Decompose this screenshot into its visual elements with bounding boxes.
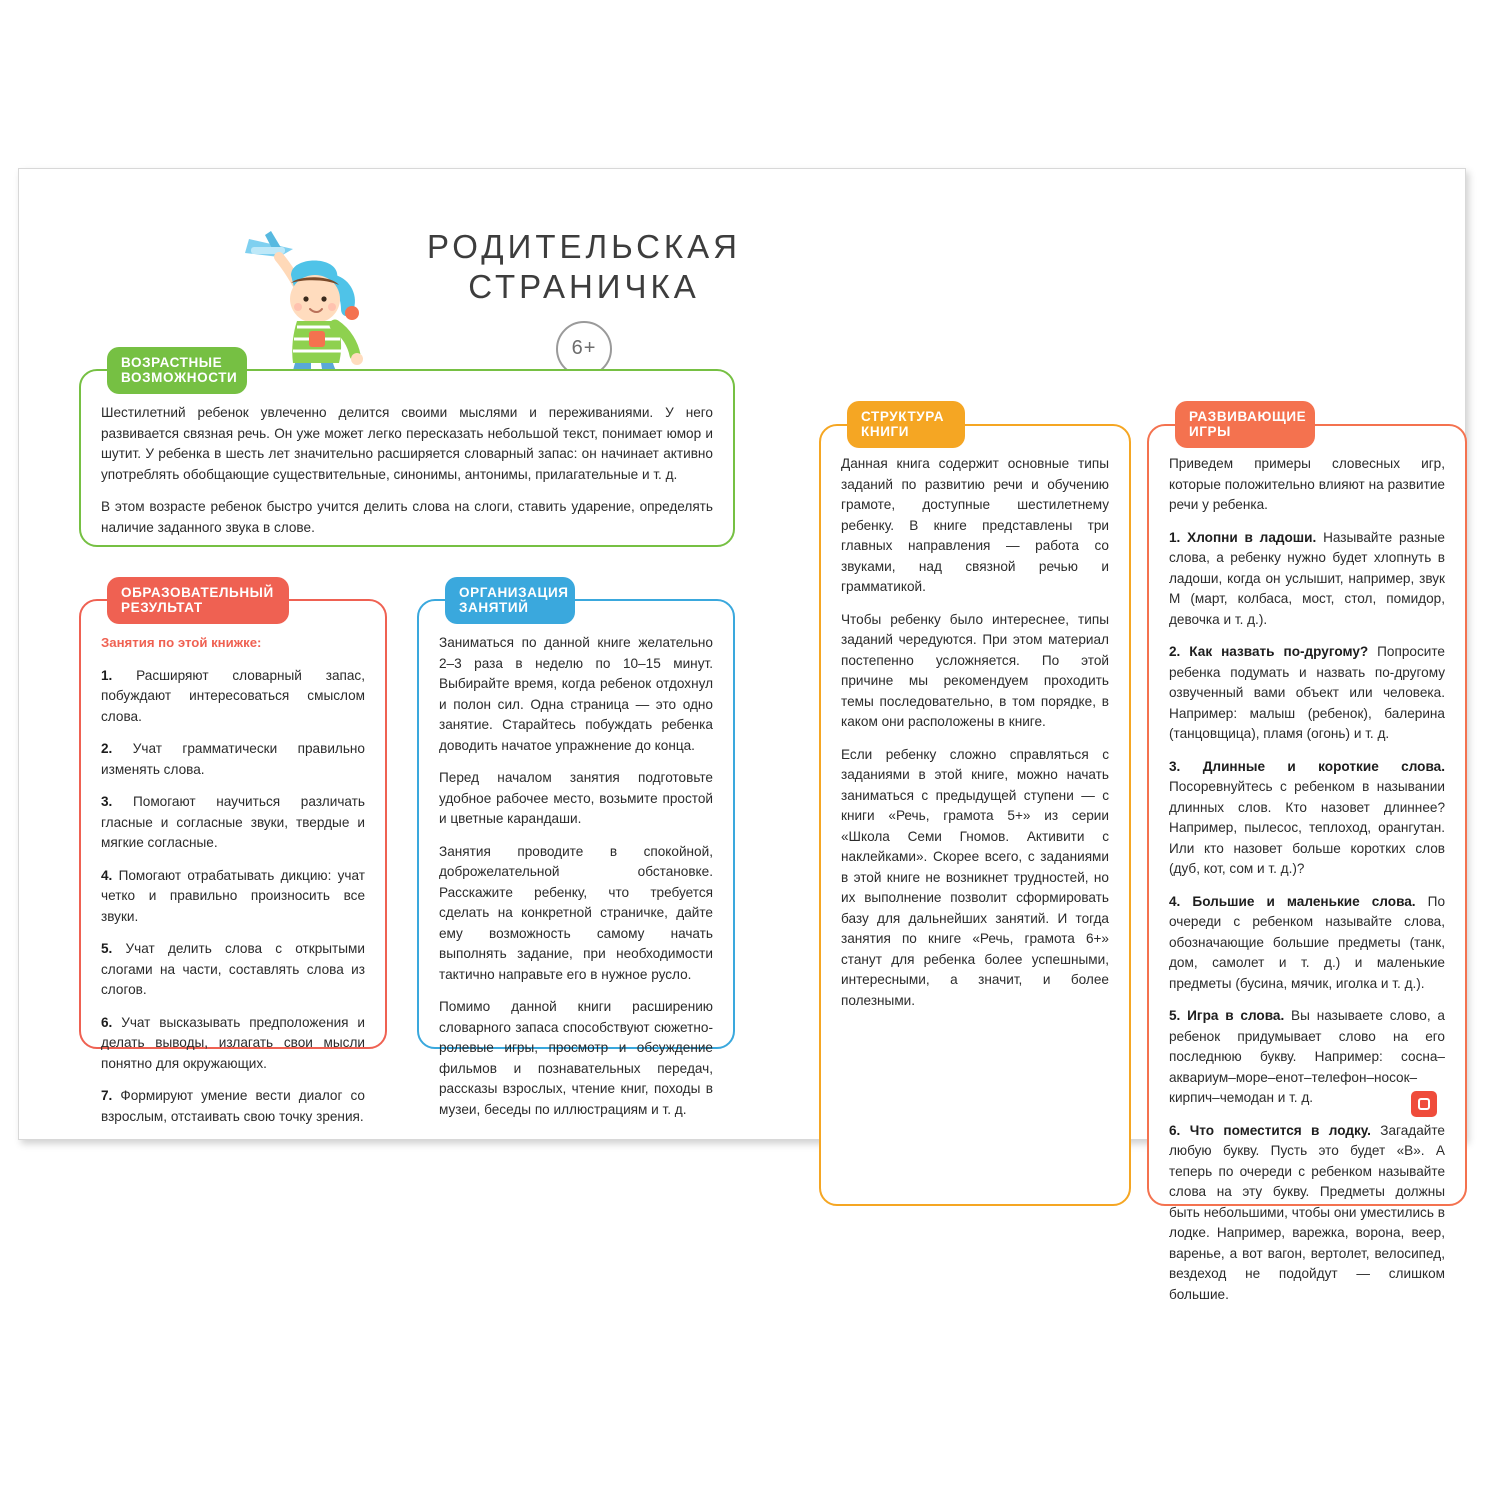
section-tab-age: ВОЗРАСТНЫЕ ВОЗМОЖНОСТИ	[107, 347, 247, 394]
section-education-body	[81, 601, 385, 1124]
section-card-games	[1147, 424, 1467, 1302]
list-item-number: 6.	[1169, 1122, 1181, 1138]
list-item-text: Расширяют словарный запас, побуждают интересоваться смыслом слова.	[101, 667, 365, 724]
list-item-text: Загадайте любую букву. Пусть это будет «В». А теперь по очереди с ребенком называйте слова на эту букву. Предметы должны быть небольшими, чтобы они уместились в лодке. Например, варежка, ворона, веер, варенье, а вот вагон, вертолет, велосипед, вездеход не подойдут — слишком большие.	[1169, 1122, 1445, 1302]
list-item-number: 1.	[101, 667, 113, 683]
list-item	[101, 1086, 365, 1127]
list-item-title: Что поместится в лодку.	[1180, 1122, 1371, 1138]
page-title-block	[389, 227, 779, 377]
list-item-number: 2.	[1169, 644, 1181, 659]
list-item-text: По очереди с ребенком называйте слова, обозначающие большие предметы (танк, дом, самолет и т. д.) и маленькие предметы (бусина, мячик, иголка и т. д.).	[1169, 893, 1446, 991]
paragraph: Перед началом занятия подготовьте удобное рабочее место, возьмите простой и цветные карандаши.	[439, 770, 713, 826]
toy-plane-icon	[245, 231, 293, 257]
list-item-title: Длинные и короткие слова.	[1180, 758, 1445, 774]
publisher-logo-icon	[1411, 1091, 1437, 1117]
section-education-subhead: Занятия по этой книжке:	[101, 635, 262, 650]
list-item-number: 3.	[101, 794, 113, 809]
list-item	[1169, 1006, 1445, 1109]
list-item-number: 3.	[1169, 758, 1181, 774]
age-badge: 6+	[556, 321, 612, 377]
section-age-body	[81, 371, 733, 545]
list-item-text: Помогают отрабатывать дикцию: учат четко и правильно произносить все звуки.	[101, 867, 365, 924]
list-item	[1169, 642, 1445, 745]
list-item-text: Посоревнуйтесь с ребенком в назывании длинных слов. Кто назовет длиннее? Например, пылесос, теплоход, орангутан. Или кто назовет больше коротких слов (дуб, кот, сом и т. д.)?	[1169, 779, 1445, 876]
list-item-title: Как назвать по-другому?	[1180, 644, 1369, 659]
list-item-number: 4.	[1169, 893, 1181, 909]
list-item-number: 4.	[101, 867, 113, 883]
list-item-text: Учат высказывать предположения и делать выводы, излагать свои мысли понятно для окружающих.	[101, 1014, 365, 1071]
section-tab-games: РАЗВИВАЮЩИЕ ИГРЫ	[1175, 401, 1315, 448]
list-item	[1169, 892, 1445, 995]
paragraph: Заниматься по данной книге желательно 2–3 раза в неделю по 10–15 минут. Выбирайте время, когда ребенок отдохнул и полон сил. Одна страница — это одно занятие. Старайтесь побуждать ребенка доводить начатое упражнение до конца.	[439, 635, 713, 753]
section-card-education-result	[79, 599, 387, 1124]
list-item	[101, 1013, 365, 1075]
list-item-text: Называйте разные слова, а ребенку нужно будет хлопнуть в ладоши, когда он услышит, например, звук М (март, колбаса, мост, стол, помидор, девочка и т. д.).	[1169, 529, 1445, 627]
list-item	[101, 866, 365, 928]
list-item	[101, 739, 365, 780]
paragraph: Чтобы ребенку было интереснее, типы заданий чередуются. При этом материал постепенно усложняется. По этой причине мы рекомендуем проходить темы последовательно, в том порядке, в каком они расположены в книге.	[841, 611, 1109, 729]
paragraph: Помимо данной книги расширению словарного запаса способствуют сюжетно-ролевые игры, просмотр и обсуждение фильмов и познавательных передач, рассказы взрослых, чтение книг, походы в музеи, беседы по иллюстрациям и т. д.	[439, 999, 713, 1117]
paragraph: Занятия проводите в спокойной, доброжелательной обстановке. Расскажите ребенку, что требуется сделать на конкретной страничке, дайте ему возможность самому начать выполнять задание, при необходимости тактично направьте его в нужное русло.	[439, 843, 713, 982]
page-title: РОДИТЕЛЬСКАЯ СТРАНИЧКА	[427, 228, 741, 305]
list-item-number: 6.	[101, 1014, 113, 1030]
section-tab-organization: ОРГАНИЗАЦИЯ ЗАНЯТИЙ	[445, 577, 575, 624]
list-item-text: Учат грамматически правильно изменять слова.	[101, 741, 365, 777]
list-item-title: Большие и маленькие слова.	[1180, 893, 1416, 909]
list-item-title: Игра в слова.	[1180, 1008, 1285, 1023]
paragraph: Приведем примеры словесных игр, которые положительно влияют на развитие речи у ребенка.	[1169, 456, 1445, 512]
book-spread	[18, 168, 1466, 1302]
list-item-text: Учат делить слова с открытыми слогами на части, составлять слова из слогов.	[101, 941, 365, 997]
list-item-number: 1.	[1169, 529, 1181, 545]
section-card-age	[79, 369, 735, 547]
list-item-text: Помогают научиться различать гласные и согласные звуки, твердые и мягкие согласные.	[101, 794, 365, 850]
list-item-text: Формируют умение вести диалог со взрослым, отстаивать свою точку зрения.	[101, 1088, 365, 1124]
paragraph: В этом возрасте ребенок быстро учится делить слова на слоги, ставить ударение, определять наличие заданного звука в слове.	[101, 499, 713, 535]
list-item	[1169, 1121, 1445, 1306]
list-item	[101, 939, 365, 1001]
list-item-title: Хлопни в ладоши.	[1180, 529, 1317, 545]
list-item	[1169, 757, 1445, 880]
list-item-number: 5.	[1169, 1008, 1181, 1023]
section-card-organization	[417, 599, 735, 1117]
list-item-text: Вы называете слово, а ребенок придумывает слово на его последнюю букву. Например: сосна–аквариум–море–енот–телефон–носок–кирпич–чемодан и т. д.	[1169, 1008, 1445, 1105]
paragraph: Если ребенку сложно справляться с заданиями в этой книге, можно начать заниматься с предыдущей ступени — с книги «Речь, грамота 5+» из серии «Школа Семи Гномов. Активити с наклейками». Скорее всего, с заданиями в этой книге не возникнет трудностей, но их выполнение позволит сформировать базу для дальнейших занятий. И тогда занятия по книге «Речь, грамота 6+» станут для ребенка более успешными, интересными, а значит, и более полезными.	[841, 746, 1109, 1008]
list-item-text: Попросите ребенка подумать и назвать по-другому озвученный вами объект или человека. Например: малыш (ребенок), балерина (танцовщица), пламя (огонь) и т. д.	[1169, 644, 1445, 741]
list-item-number: 7.	[101, 1088, 113, 1103]
section-structure-body	[821, 426, 1129, 1204]
paragraph: Шестилетний ребенок увлеченно делится своими мыслями и переживаниями. У него развивается связная речь. Он уже может легко пересказать небольшой текст, понимает юмор и шутит. У ребенка в шесть лет значительно расширяется словарный запас: он начинает активно употреблять обобщающие существительные, синонимы, антонимы, прилагательные и т. д.	[101, 405, 713, 482]
section-games-body	[1149, 426, 1465, 1302]
paragraph: Данная книга содержит основные типы заданий по развитию речи и обучению грамоте, доступные шестилетнему ребенку. В книге представлены три главных направления — работа со звуками, над связной речью и грамматикой.	[841, 456, 1109, 594]
section-tab-structure: СТРУКТУРА КНИГИ	[847, 401, 965, 448]
list-item	[101, 666, 365, 728]
section-organization-body	[419, 601, 733, 1117]
list-item-number: 5.	[101, 941, 113, 956]
section-card-structure	[819, 424, 1131, 1206]
list-item	[101, 792, 365, 854]
list-item	[1169, 528, 1445, 631]
section-tab-education-result: ОБРАЗОВАТЕЛЬНЫЙ РЕЗУЛЬТАТ	[107, 577, 289, 624]
list-item-number: 2.	[101, 741, 113, 756]
